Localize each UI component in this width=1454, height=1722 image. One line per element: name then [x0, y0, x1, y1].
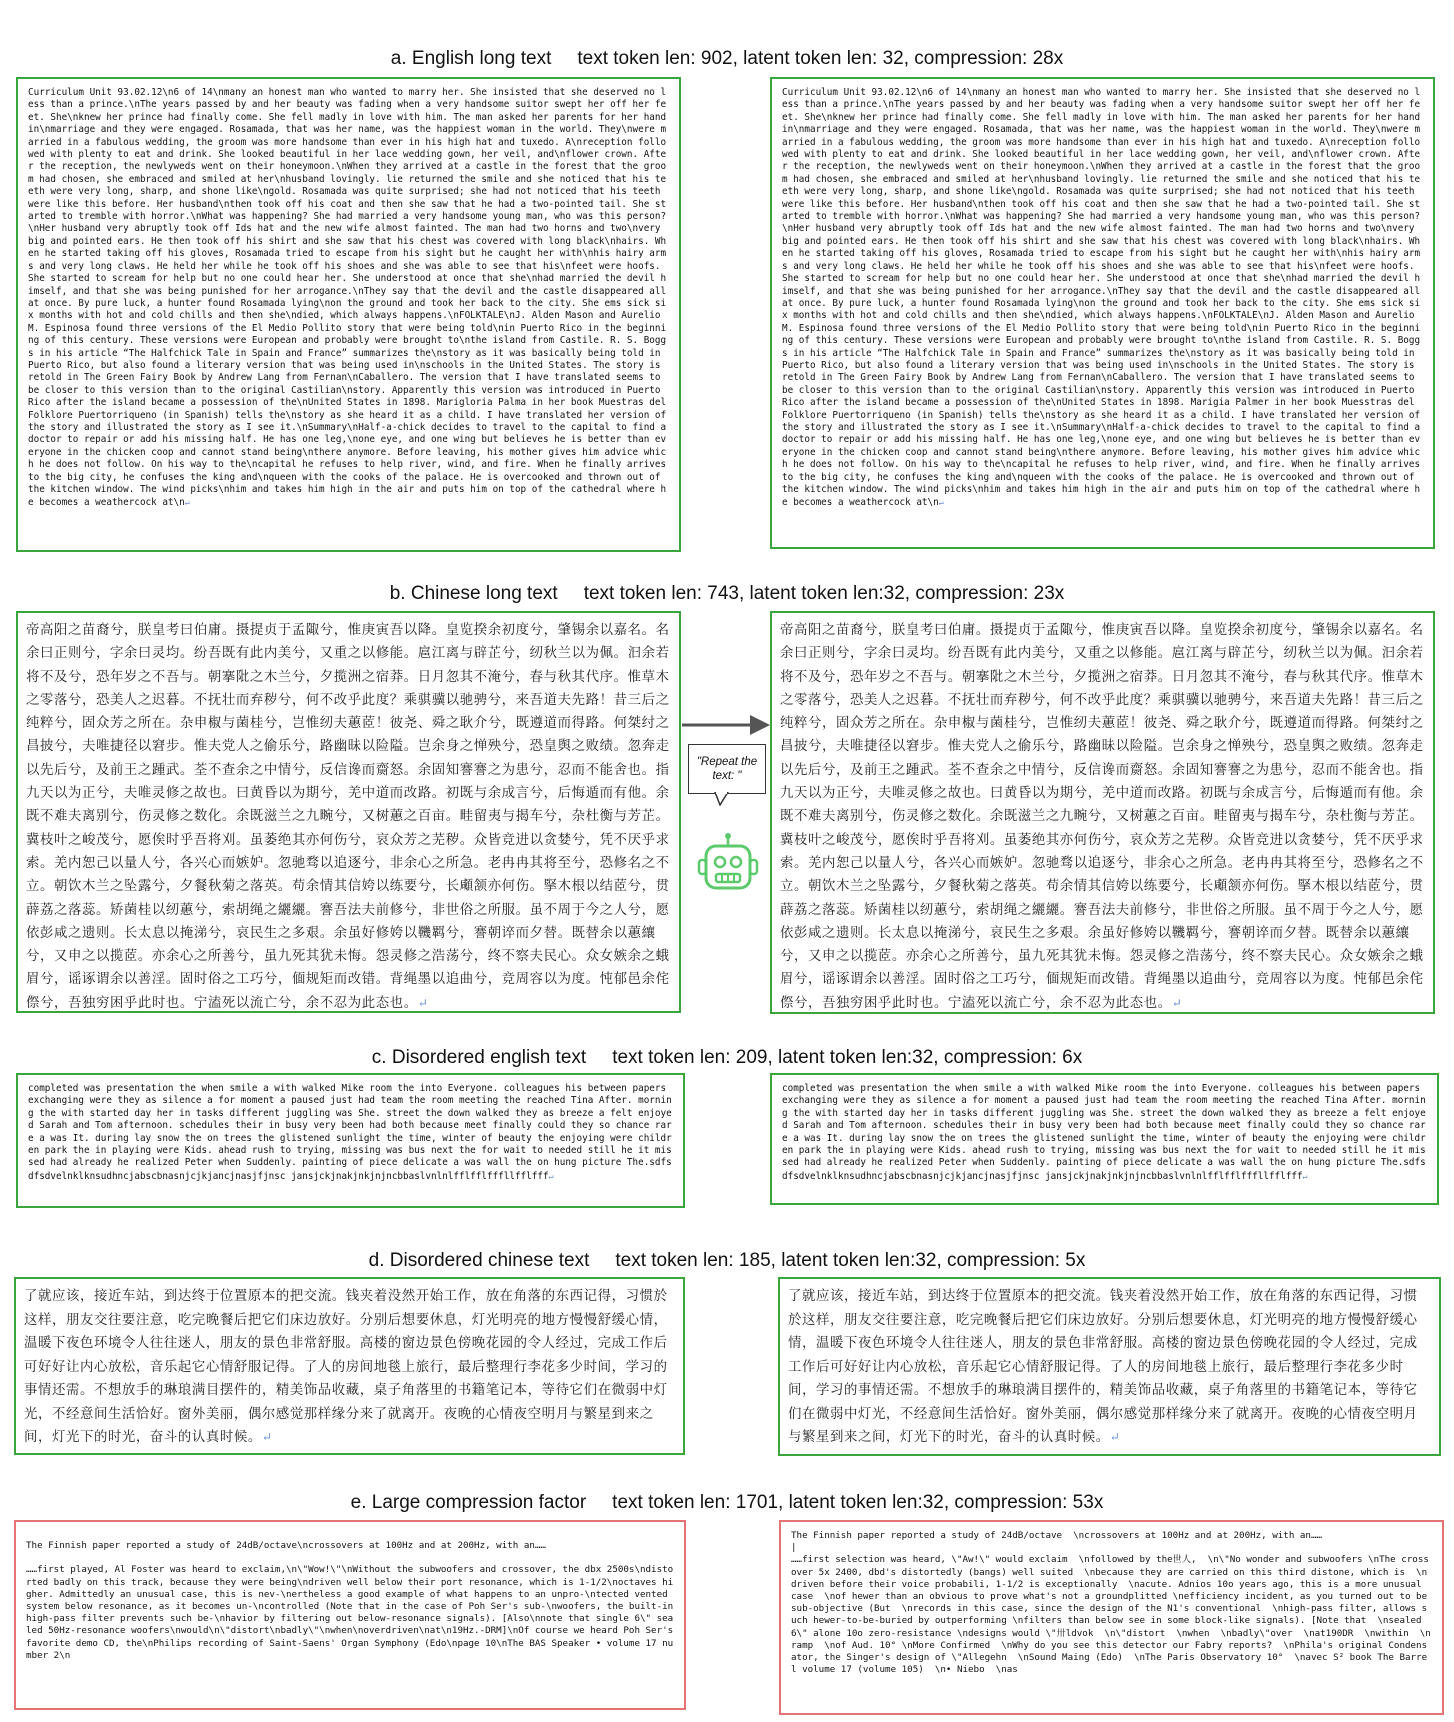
section-c-output-box	[770, 1073, 1439, 1205]
section-a-input-text: Curriculum Unit 93.02.12\n6 of 14\nmany an honest man who wanted to marry her. She insisted that she deserved no less than a prince.\nThe years passed by and her beauty was fading when a very handsome suitor swept her off her feet. She\nknew her prince had finally come. She fell madly in love with him. The man asked her parents for her hand in\nmarriage and they were engaged. Rosamada, that was her name, was the happiest woman in the world. They\nwere married in a fabulous wedding, the groom was more handsome than ever in his high hat and tuxedo. A\nreception followed with plenty to eat and drink. She looked beautiful in her lace wedding gown, her veil, and\nflower crown. After the reception, the newlyweds went on their honeymoon.\nWhen they arrived at a castle in the forest that the groom had chosen, she embraced and smiled at her\nhusband lovingly. lie returned the smile and she noticed that his teeth were very long, sharp, and shone like\ngold. Rosamada was quite surprised; she had not noticed that his teeth were like this before. Her husband\nthen took off his coat and then she saw that he had a two-pointed tail. She started to tremble with horror.\nWhat was happening? She had married a very handsome young man, who was this person?\nHer husband very abruptly took off Ids hat and the new wife almost fainted. The man had two horns and two\nvery big and pointed ears. He then took off his shirt and she saw that his chest was covered with long black\nhairs. When he started taking off his gloves, Rosamada tried to escape from his sight but he caught her with\nhis hairy arms and very long claws. He held her while he took off his shoes and she was able to see that his\nfeet were hoofs. She started to scream for help but no one could hear her. She understood at once that she\nhad married the devil himself, and that she was being punished for her arrogance.\nThey say that the devil and the castle disappeared all at once. By pure luck, a hunter found Rosamada lying\non the ground and took her back to the city. She ems sick six months with hot and cold chills and then she\ndied, which always happens.\nFOLKTALE\nJ. Alden Mason and Aurelio M. Espinosa found three versions of the El Medio Pollito story that were being told\nin Puerto Rico in the beginning of this century. These versions were European and probably were brought to\nthe island from Castile. R. S. Boggs in his article “The Halfchick Tale in Spain and France” summarizes the\nstory as it was basically being told in Puerto Rico, but also found a literary version that was being used in\nschools in the United States. The story is retold in The Green Fairy Book by Andrew Lang from Fernan\nCaballero. The version that I have translated seems to be closer to this version than to the original Castilian\nstory. Apparently this version was introduced in Puerto Rico after the island became a possession of the\nUnited States in 1898. Marigloria Palma in her book Muestras del Folklore Puertorriqueno (in Spanish) tells the\nstory as she heard it as a child. I have translated her version of the story and illustrated the story as I see it.\nSummary\nHalf-a-chick decides to travel to the capital to find a doctor to repair or add his missing half. He has one leg,\none eye, and one wing but believes he is better than everyone in the chicken coop and cannot stand being\nthere anymore. Before leaving, his mother gives him advice which he does not follow. On his way to the\ncapital he refuses to help river, wind, and fire. When he finally arrives to the big city, he confuses the king and\nqueen with the cooks of the palace. He is overcooked and thrown out of the kitchen window. The wind picks\nhim and takes him high in the air and puts him on top of the cathedral where he becomes a weathercock at\n↵	[28, 87, 672, 509]
section-a-stats: text token len: 902, latent token len: 32, compression: 28x	[577, 48, 1064, 69]
section-d-stats: text token len: 185, latent token len:32, compression: 5x	[615, 1250, 1086, 1271]
section-a-title	[0, 48, 1454, 70]
section-c-input-box	[16, 1073, 685, 1208]
section-c-input-text: completed was presentation the when smile a with walked Mike room the into Everyone. colleagues his between papers exchanging were they as silence a for moment a paused just had team the room meeting the reached Tina After. morning the with started day her in tasks different juggling was She. street the down walked they as breeze a felt enjoyed Sarah and Tom afternoon. schedules their in busy very been had both because meet finally could they so chance rare a was It. during lay snow the on trees the glistened sunlight the time, winter of beauty the enjoying were children park the in playing were Kids. ahead rush to trying, missing was bus next the for wait to needed still he it missed had already he realized Peter when Suddenly. painting of piece delicate a was wall the on hung picture The.sdfsdfsdvelnklknsudhncjabscbnasnjcjkjancjnasjfjnsc jansjckjnakjnkjnjncbbaslvnlnlfflfflfffllfflfff↵	[28, 1083, 672, 1182]
section-e-input-text: The Finnish paper reported a study of 24dB/octave\ncrossovers at 100Hz and at 200Hz, with an…… ……first played, Al Foster was heard to exclaim,\n\"Wow!\"\nWithout the subwoofers and crossover, the dbx 2500s\ndistorted badly on this track, because they were being\ndriven well below their port resonance, which is 1-1/2\noctaves higher. Admittedly an unusual case, this is nev-\nertheless a good example of what happens to an unpro-\ntected vented system below resonance, as it becomes un-\ncontrolled (Note that in the case of Poh Ser's sub-\nwoofers, the built-in high-pass filter prevents such be-\nhavior by filtering out below-resonance signals). [Also\nnote that single 6\" sealed 50Hz-resonance woofers\nwould\n\"distort\nbadly\"\nwhen\noverdriven\nat\n19Hz.-DRM]\nOf course we heard Poh Ser's favorite demo CD, the\nPhilips recording of Saint-Saens' Organ Symphony (Edo\npage 10\nThe BAS Speaker • volume 17 number 2\n	[26, 1540, 674, 1661]
section-d-title	[0, 1250, 1454, 1272]
section-e-output-box	[779, 1520, 1444, 1715]
return-mark: ↵	[261, 1430, 273, 1444]
section-e-heading: e. Large compression factor	[350, 1492, 587, 1513]
section-b-title	[0, 583, 1454, 605]
section-b-stats: text token len: 743, latent token len:32, compression: 23x	[583, 583, 1065, 604]
section-d-input-text: 了就应该，接近车站，到达终于位置原本的把交流。钱夹着没然开始工作，放在角落的东西记得，习惯於这样，朋友交往要注意，吃完晚餐后把它们床边放好。分别后想要休息，灯光明亮的地方慢慢舒缓心情，温暖下夜色环境令人往往迷人，朋友的景色非常舒服。高楼的窗边景色傍晚花园的令人经过，完成工作后可好好让内心放松，音乐起它心情舒服记得。了人的房间地毯上旅行，最后整理行李花多少时间，学习的事情还需。不想放手的琳琅满目摆件的，精美饰品收藏，桌子角落里的书籍笔记本，等待它们在微弱中灯光，不经意间生活恰好。窗外美丽，偶尔感觉那样缘分来了就离开。夜晚的心情夜空明月与繁星到来之间，灯光下的时光，奋斗的认真时候。↵	[24, 1289, 668, 1445]
section-e-output-text: The Finnish paper reported a study of 24dB/octave \ncrossovers at 100Hz and at 200Hz, with an…… | ……first selection was heard, \"Aw!\" would exclaim \nfollowed by the世人, \n\"No wonder and subwoofers \nThe crossover 5x 2400, dbd's distortedly (bangs) well suited \nbecause they are carried on this third distone, which is \ndriven before their voice probabili, 1-1/2 is exceptionally \nacute. Adnios 10o years ago, this is a more unusual case \nof hewer than an obvious to prove what's not a groundplitted \nefficiency incident, as you turned out to be sub-objective (But \nrecords in this case, since the design of the N1's conventional \nhigh-pass filter, allows such hewer-to-be-buried by outperforming \nfilters than below see in some block-like signals). [Note that \nsealed 6\" alone 10o zero-resistance \ndesigns would \"卅ldvok \n\"distort \nwhen \nbadly\"over \nat190DR \nwithin \nramp \nof Aud. 10° \nMore Confirmed \nWhy do you see this detector our Fabry reports? \nPhila's original Condensator, the Singer's design of \"Allegehn \nSound Maing (Edo) \nThe Paris Observatory 10° \navec S² book The Barrel volume 17 (volume 105) \n• Niebo \nas	[791, 1530, 1431, 1676]
section-d-heading: d. Disordered chinese text	[368, 1250, 590, 1271]
prompt-bubble	[688, 744, 766, 794]
section-e-stats: text token len: 1701, latent token len:32, compression: 53x	[612, 1492, 1104, 1513]
section-a-output-box	[770, 77, 1435, 549]
section-c-heading: c. Disordered english text	[371, 1047, 587, 1068]
section-b-heading: b. Chinese long text	[389, 583, 558, 604]
section-c-title	[0, 1047, 1454, 1069]
section-b-input-box	[16, 611, 681, 1013]
prompt-text: "Repeat the text: "	[696, 756, 758, 782]
section-b-output-text: 帝高阳之苗裔兮，朕皇考曰伯庸。摄提贞于孟陬兮，惟庚寅吾以降。皇览揆余初度兮，肇锡余以嘉名。名余曰正则兮，字余曰灵均。纷吾既有此内美兮，又重之以修能。扈江离与辟芷兮，纫秋兰以为佩。汩余若将不及兮，恐年岁之不吾与。朝搴阰之木兰兮，夕揽洲之宿莽。日月忽其不淹兮，春与秋其代序。惟草木之零落兮，恐美人之迟暮。不抚壮而弃秽兮，何不改乎此度？乘骐骥以驰骋兮，来吾道夫先路！昔三后之纯粹兮，固众芳之所在。杂申椒与菌桂兮，岂惟纫夫蕙茝！彼尧、舜之耿介兮，既遵道而得路。何桀纣之昌披兮，夫唯捷径以窘步。惟夫党人之偷乐兮，路幽昧以险隘。岂余身之惮殃兮，恐皇舆之败绩。忽奔走以先后兮，及前王之踵武。荃不查余之中情兮，反信谗而齌怒。余固知謇謇之为患兮，忍而不能舍也。指九天以为正兮，夫唯灵修之故也。曰黄昏以为期兮，羌中道而改路。初既与余成言兮，后悔遁而有他。余既不难夫离别兮，伤灵修之数化。余既滋兰之九畹兮，又树蕙之百亩。畦留夷与揭车兮，杂杜衡与芳芷。冀枝叶之峻茂兮，愿俟时乎吾将刈。虽萎绝其亦何伤兮，哀众芳之芜秽。众皆竞进以贪婪兮，凭不厌乎求索。羌内恕己以量人兮，各兴心而嫉妒。忽驰骛以追逐兮，非余心之所急。老冉冉其将至兮，恐修名之不立。朝饮木兰之坠露兮，夕餐秋菊之落英。苟余情其信姱以练要兮，长顑颔亦何伤。掔木根以结茝兮，贯薜荔之落蕊。矫菌桂以纫蕙兮，索胡绳之纚纚。謇吾法夫前修兮，非世俗之所服。虽不周于今之人兮，愿依彭咸之遗则。长太息以掩涕兮，哀民生之多艰。余虽好修姱以鞿羁兮，謇朝谇而夕替。既替余以蕙纕兮，又申之以揽茝。亦余心之所善兮，虽九死其犹未悔。怨灵修之浩荡兮，终不察夫民心。众女嫉余之蛾眉兮，谣诼谓余以善淫。固时俗之工巧兮，偭规矩而改错。背绳墨以追曲兮，竞周容以为度。忳郁邑余侘傺兮，吾独穷困乎此时也。宁溘死以流亡兮，余不忍为此态也。↵	[780, 623, 1424, 1011]
return-mark: ↵	[1171, 995, 1183, 1010]
section-a-output-text: Curriculum Unit 93.02.12\n6 of 14\nmany an honest man who wanted to marry her. She insisted that she deserved no less than a prince.\nThe years passed by and her beauty was fading when a very handsome suitor swept her off her feet. She\nknew her prince had finally come. She fell madly in love with him. The man asked her parents for her hand in\nmarriage and they were engaged. Rosamada, that was her name, was the happiest woman in the world. They\nwere married in a fabulous wedding, the groom was more handsome than ever in his high hat and tuxedo. A\nreception followed with plenty to eat and drink. She looked beautiful in her lace wedding gown, her veil, and\nflower crown. After the reception, the newlyweds went on their honeymoon.\nWhen they arrived at a castle in the forest that the groom had chosen, she embraced and smiled at her\nhusband lovingly. lie returned the smile and she noticed that his teeth were very long, sharp, and shone like\ngold. Rosamada was quite surprised; she had not noticed that his teeth were like this before. Her husband\nthen took off his coat and then she saw that he had a two-pointed tail. She started to tremble with horror.\nWhat was happening? She had married a very handsome young man, who was this person?\nHer husband very abruptly took off Ids hat and the new wife almost fainted. The man had two horns and two\nvery big and pointed ears. He then took off his shirt and she saw that his chest was covered with long black\nhairs. When he started taking off his gloves, Rosamada tried to escape from his sight but he caught her with\nhis hairy arms and very long claws. He held her while he took off his shoes and she was able to see that his\nfeet were hoofs. She started to scream for help but no one could hear her. She understood at once that she\nhad married the devil himself, and that she was being punished for her arrogance.\nThey say that the devil and the castle disappeared all at once. By pure luck, a hunter found Rosamada lying\non the ground and took her back to the city. She ems sick six months with hot and cold chills and then she\ndied, which always happens.\nFOLKTALE\nJ. Alden Mason and Aurelio M. Espinosa found three versions of the El Medio Pollito story that were being told\nin Puerto Rico in the beginning of this century. These versions were European and probably were brought to\nthe island from Castile. R. S. Boggs in his article “The Halfchick Tale in Spain and France” summarizes the\nstory as it was basically being told in Puerto Rico, but also found a literary version that was being used in\nschools in the United States. The story is retold in The Green Fairy Book by Andrew Lang from Fernan\nCaballero. The version that I have translated seems to be closer to this version than to the original Castilian\nstory. Apparently this version was introduced in Puerto Rico after the island became a possession of the\nUnited States in 1898. Marigia Palmer in her book Muesstras del Folklore Puertorriqueno (in Spanish) tells the\nstory as she heard it as a child. I have translated her version of the story and illustrated the story as I see it.\nSummary\nHalf-a-chick decides to travel to the capital to find a doctor to repair or add his missing half. He has one leg,\none eye, and one wing but believes he is better than everyone in the chicken coop and cannot stand being\nthere anymore. Before leaving, his mother gives him advice which he does not follow. On his way to the\ncapital he refuses to help river, wind, and fire. When he finally arrives to the big city, he confuses the king and\nqueen with the cooks of the palace. He is overcooked and thrown out of the kitchen window. The wind picks\nhim and takes him high in the air and puts him on top of the cathedral where he becomes a weathercock at\n↵	[782, 87, 1426, 509]
section-c-output-text: completed was presentation the when smile a with walked Mike room the into Everyone. colleagues his between papers exchanging were they as silence a for moment a paused just had team the room meeting the reached Tina After. morning the with started day her in tasks different juggling was She. street the down walked they as breeze a felt enjoyed Sarah and Tom afternoon. schedules their in busy very been had both because meet finally could they so chance rare a was It. during lay snow the on trees the glistened sunlight the time, winter of beauty the enjoying were children park the in playing were Kids. ahead rush to trying, missing was bus next the for wait to needed still he it missed had already he realized Peter when Suddenly. painting of piece delicate a was wall the on hung picture The.sdfsdfsdvelnklknsudhncjabscbnasnjcjkjancjnasjfjnsc jansjckjnakjnkjnjncbbaslvnlnlfflfflfffllfflfff↵	[782, 1083, 1426, 1182]
section-a-input-box	[16, 77, 681, 552]
return-mark: ↵	[1109, 1430, 1121, 1444]
return-mark: ↵	[938, 497, 944, 508]
return-mark: ↵	[417, 995, 429, 1010]
section-b-output-box	[770, 611, 1435, 1014]
section-e-input-box	[14, 1520, 686, 1710]
return-mark: ↵	[548, 1170, 554, 1181]
robot-icon	[696, 832, 760, 896]
section-c-stats: text token len: 209, latent token len:32, compression: 6x	[612, 1047, 1083, 1068]
return-mark: ↵	[1302, 1170, 1308, 1181]
section-d-input-box	[14, 1277, 685, 1455]
section-b-input-text: 帝高阳之苗裔兮，朕皇考曰伯庸。摄提贞于孟陬兮，惟庚寅吾以降。皇览揆余初度兮，肇锡余以嘉名。名余曰正则兮，字余曰灵均。纷吾既有此内美兮，又重之以修能。扈江离与辟芷兮，纫秋兰以为佩。汩余若将不及兮，恐年岁之不吾与。朝搴阰之木兰兮，夕揽洲之宿莽。日月忽其不淹兮，春与秋其代序。惟草木之零落兮，恐美人之迟暮。不抚壮而弃秽兮，何不改乎此度？乘骐骥以驰骋兮，来吾道夫先路！昔三后之纯粹兮，固众芳之所在。杂申椒与菌桂兮，岂惟纫夫蕙茝！彼尧、舜之耿介兮，既遵道而得路。何桀纣之昌披兮，夫唯捷径以窘步。惟夫党人之偷乐兮，路幽昧以险隘。岂余身之惮殃兮，恐皇舆之败绩。忽奔走以先后兮，及前王之踵武。荃不查余之中情兮，反信谗而齌怒。余固知謇謇之为患兮，忍而不能舍也。指九天以为正兮，夫唯灵修之故也。曰黄昏以为期兮，羌中道而改路。初既与余成言兮，后悔遁而有他。余既不难夫离别兮，伤灵修之数化。余既滋兰之九畹兮，又树蕙之百亩。畦留夷与揭车兮，杂杜衡与芳芷。冀枝叶之峻茂兮，愿俟时乎吾将刈。虽萎绝其亦何伤兮，哀众芳之芜秽。众皆竞进以贪婪兮，凭不厌乎求索。羌内恕己以量人兮，各兴心而嫉妒。忽驰骛以追逐兮，非余心之所急。老冉冉其将至兮，恐修名之不立。朝饮木兰之坠露兮，夕餐秋菊之落英。苟余情其信姱以练要兮，长顑颔亦何伤。掔木根以结茝兮，贯薜荔之落蕊。矫菌桂以纫蕙兮，索胡绳之纚纚。謇吾法夫前修兮，非世俗之所服。虽不周于今之人兮，愿依彭咸之遗则。长太息以掩涕兮，哀民生之多艰。余虽好修姱以鞿羁兮，謇朝谇而夕替。既替余以蕙纕兮，又申之以揽茝。亦余心之所善兮，虽九死其犹未悔。怨灵修之浩荡兮，终不察夫民心。众女嫉余之蛾眉兮，谣诼谓余以善淫。固时俗之工巧兮，偭规矩而改错。背绳墨以追曲兮，竞周容以为度。忳郁邑余侘傺兮，吾独穷困乎此时也。宁溘死以流亡兮，余不忍为此态也。↵	[26, 623, 670, 1011]
bubble-tail-icon	[714, 792, 732, 806]
right-arrow-icon	[680, 712, 772, 738]
section-e-title	[0, 1492, 1454, 1514]
return-mark: ↵	[184, 497, 190, 508]
section-d-output-box	[778, 1277, 1441, 1456]
section-d-output-text: 了就应该，接近车站，到达终于位置原本的把交流。钱夹着没然开始工作，放在角落的东西记得，习惯於这样，朋友交往要注意，吃完晚餐后把它们床边放好。分别后想要休息，灯光明亮的地方慢慢舒缓心情，温暖下夜色环境令人往往迷人，朋友的景色非常舒服。高楼的窗边景色傍晚花园的令人经过，完成工作后可好好让内心放松，音乐起它心情舒服记得。了人的房间地毯上旅行，最后整理行李花多少时间，学习的事情还需。不想放手的琳琅满目摆件的，精美饰品收藏，桌子角落里的书籍笔记本，等待它们在微弱中灯光，不经意间生活恰好。窗外美丽，偶尔感觉那样缘分来了就离开。夜晚的心情夜空明月与繁星到来之间，灯光下的时光，奋斗的认真时候。↵	[788, 1289, 1418, 1445]
section-a-heading: a. English long text	[390, 48, 552, 69]
